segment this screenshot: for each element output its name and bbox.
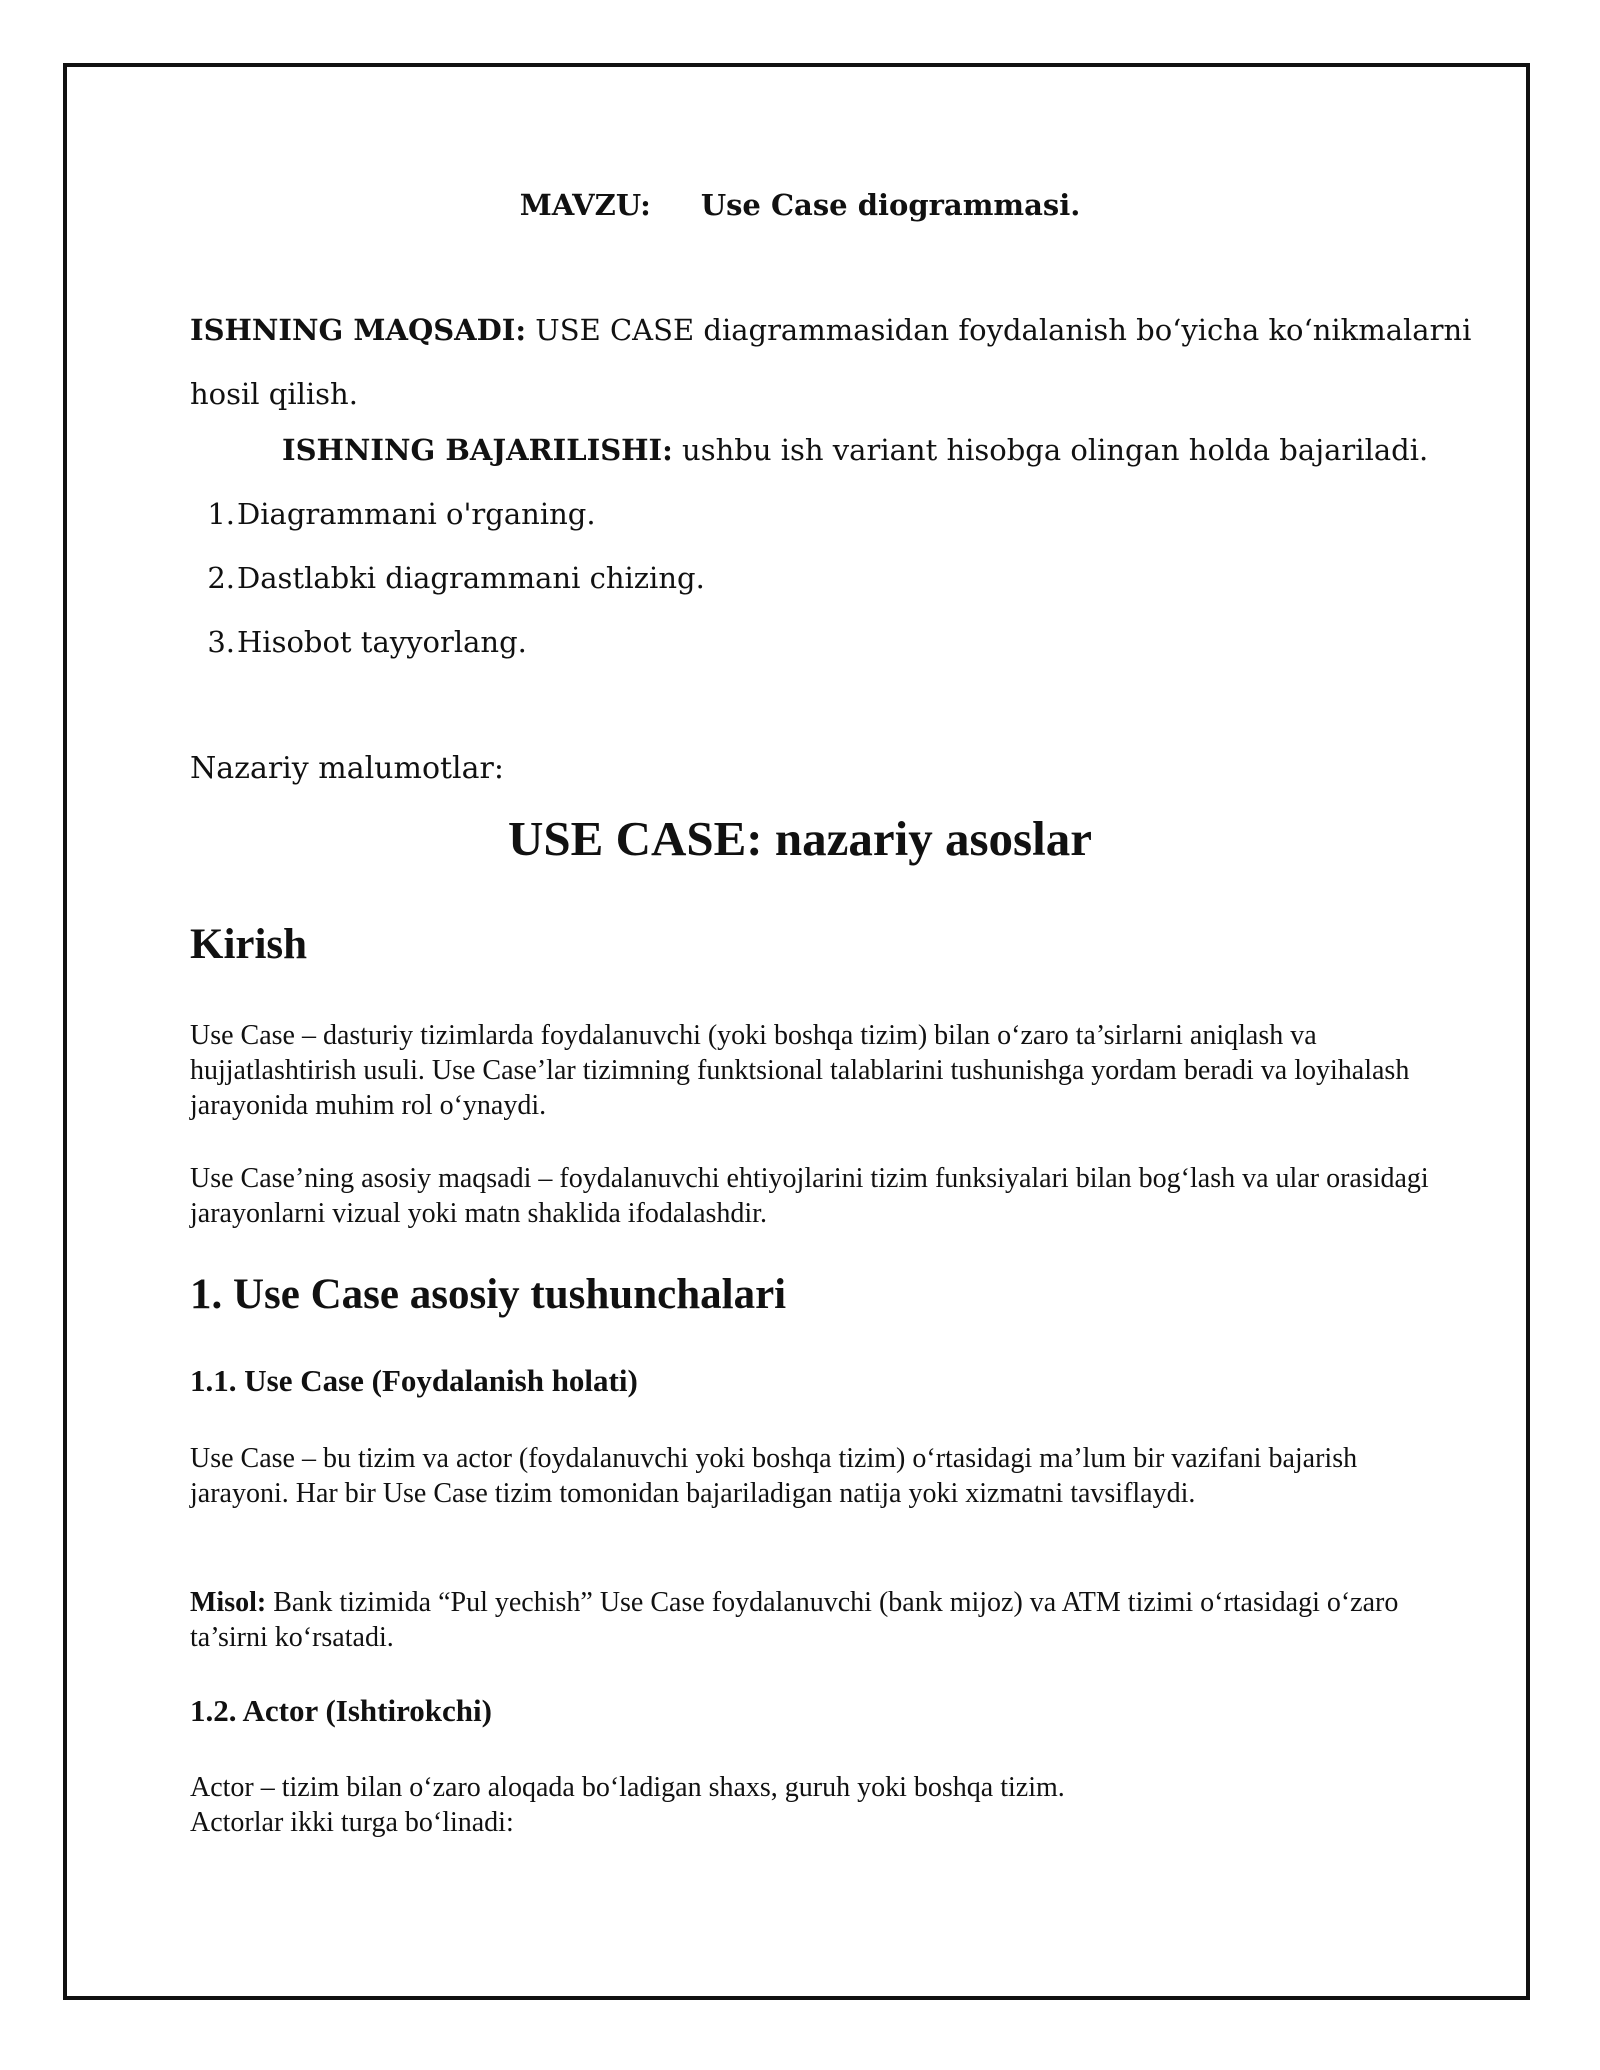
list-item-text: Diagrammani o'rganing. bbox=[237, 497, 596, 531]
example-label: Misol: bbox=[190, 1587, 267, 1618]
execution-paragraph bbox=[282, 433, 1428, 467]
list-item bbox=[190, 561, 890, 601]
main-title: USE CASE: nazariy asoslar bbox=[508, 811, 1092, 866]
list-item bbox=[190, 625, 890, 665]
execution-label: ISHNING BAJARILISHI: bbox=[282, 433, 673, 467]
subsection-1-2-heading: 1.2. Actor (Ishtirokchi) bbox=[190, 1693, 492, 1728]
intro-paragraph-1: Use Case – dasturiy tizimlarda foydalanuvchi (yoki boshqa tizim) bilan o‘zaro ta’sirlarni aniqlash va hujjatlashtirish usuli. Use Case’lar tizimning funktsional talablarini tushunishga yordam beradi va loyihalash jarayonida muhim rol o‘ynaydi. bbox=[190, 1020, 1410, 1121]
subsection-1-1-heading: 1.1. Use Case (Foydalanish holati) bbox=[190, 1363, 638, 1398]
list-item-number: 2. bbox=[207, 561, 235, 595]
list-item-number: 1. bbox=[207, 497, 235, 531]
list-item-number: 3. bbox=[207, 625, 235, 659]
topic-heading bbox=[0, 188, 1600, 222]
intro-paragraph-2: Use Case’ning asosiy maqsadi – foydalanuvchi ehtiyojlarini tizim funksiyalari bilan bog‘lash va ular orasidagi jarayonlarni vizual yoki matn shaklida ifodalashdir. bbox=[190, 1163, 1429, 1229]
execution-text: ushbu ish variant hisobga olingan holda bajariladi. bbox=[672, 433, 1429, 467]
use-case-paragraph: Use Case – bu tizim va actor (foydalanuvchi yoki boshqa tizim) o‘rtasidagi ma’lum bir vazifani bajarish jarayoni. Har bir Use Case tizim tomonidan bajariladigan natija yoki xizmatni tavsiflaydi. bbox=[190, 1443, 1358, 1509]
list-item bbox=[190, 497, 890, 537]
list-item-text: Dastlabki diagrammani chizing. bbox=[237, 561, 705, 595]
actor-line-2: Actorlar ikki turga bo‘linadi: bbox=[190, 1807, 514, 1838]
theory-label: Nazariy malumotlar: bbox=[190, 751, 504, 786]
goal-paragraph bbox=[190, 298, 1480, 426]
example-paragraph bbox=[190, 1585, 1450, 1655]
example-text: Bank tizimida “Pul yechish” Use Case foydalanuvchi (bank mijoz) va ATM tizimi o‘rtasidagi o‘zaro ta’sirni ko‘rsatadi. bbox=[190, 1587, 1399, 1653]
list-item-text: Hisobot tayyorlang. bbox=[237, 625, 527, 659]
goal-label: ISHNING MAQSADI: bbox=[190, 313, 527, 347]
goal-text: USE CASE diagrammasidan foydalanish bo‘yicha ko‘nikmalarni hosil qilish. bbox=[190, 313, 1472, 411]
intro-heading: Kirish bbox=[190, 921, 308, 968]
topic-label: MAVZU: bbox=[519, 188, 651, 222]
section-1-heading: 1. Use Case asosiy tushunchalari bbox=[190, 1271, 787, 1318]
actor-line-1: Actor – tizim bilan o‘zaro aloqada bo‘ladigan shaxs, guruh yoki boshqa tizim. bbox=[190, 1772, 1065, 1803]
topic-title: Use Case diogrammasi. bbox=[700, 188, 1081, 222]
